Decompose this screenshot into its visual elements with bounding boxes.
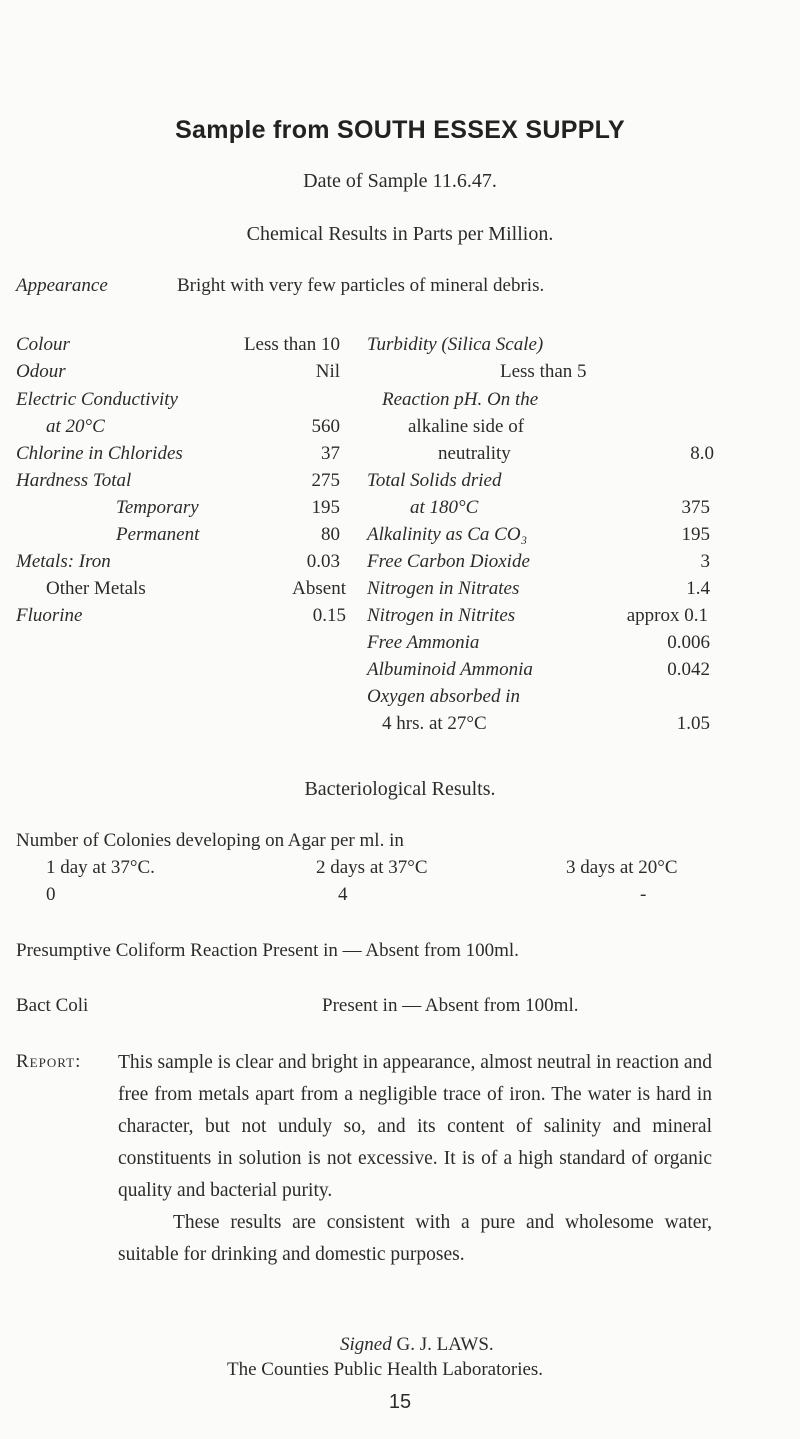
left-label-conductivity-temp: at 20°C — [46, 416, 105, 437]
right-value-nitrates: 1.4 — [686, 578, 710, 599]
right-label-oxygen: Oxygen absorbed in — [367, 686, 521, 707]
right-label-free-ammonia: Free Ammonia — [367, 632, 480, 653]
left-label-iron: Metals: Iron — [16, 551, 111, 572]
right-label-total-solids: Total Solids dried — [367, 470, 502, 491]
right-value-free-ammonia: 0.006 — [667, 632, 710, 653]
colonies-col1-value: 0 — [46, 884, 56, 905]
signed-name: G. J. LAWS. — [396, 1334, 494, 1355]
report-paragraph-2: These results are consistent with a pure and wholesome water, suitable for drinking and domestic purposes. — [118, 1212, 712, 1265]
appearance-label: Appearance — [16, 275, 108, 296]
right-value-ph: 8.0 — [690, 443, 714, 464]
signature-line — [340, 1334, 494, 1356]
left-label-chlorine: Chlorine in Chlorides — [16, 443, 183, 464]
left-value-fluorine: 0.15 — [312, 605, 346, 626]
sample-date: Date of Sample 11.6.47. — [303, 170, 497, 192]
colonies-col2-head: 2 days at 37°C — [316, 857, 428, 878]
left-value-conductivity: 560 — [311, 416, 340, 437]
right-value-albuminoid: 0.042 — [667, 659, 710, 680]
right-label-oxygen-time: 4 hrs. at 27°C — [382, 713, 487, 734]
right-value-nitrites: approx 0.1 — [626, 605, 708, 626]
left-value-chlorine: 37 — [321, 443, 340, 464]
colonies-col3-value: - — [640, 884, 647, 905]
chemical-heading: Chemical Results in Parts per Million. — [246, 223, 554, 245]
right-label-reaction: Reaction pH. On the — [382, 389, 539, 410]
left-label-fluorine: Fluorine — [16, 605, 83, 626]
colonies-col2-value: 4 — [338, 884, 348, 905]
right-label-alkalinity: Alkalinity as Ca CO₃ — [367, 524, 528, 545]
left-label-colour: Colour — [16, 334, 70, 355]
appearance-value: Bright with very few particles of mineral debris. — [177, 275, 545, 296]
page-number: 15 — [388, 1391, 412, 1413]
left-label-other-metals: Other Metals — [46, 578, 146, 599]
left-label-odour: Odour — [16, 361, 66, 382]
left-label-permanent: Permanent — [116, 524, 200, 545]
colonies-col3-head: 3 days at 20°C — [566, 857, 678, 878]
left-value-iron: 0.03 — [306, 551, 340, 572]
signed-prefix: Signed — [340, 1334, 392, 1355]
right-label-nitrates: Nitrogen in Nitrates — [367, 578, 520, 599]
colonies-label: Number of Colonies developing on Agar per ml. in — [16, 830, 404, 851]
right-value-oxygen: 1.05 — [676, 713, 710, 734]
right-label-turbidity: Turbidity (Silica Scale) — [367, 334, 544, 355]
left-value-colour: Less than 10 — [243, 334, 340, 355]
right-label-neutrality: neutrality — [438, 443, 511, 464]
left-value-odour: Nil — [315, 361, 340, 382]
report-label: Report: — [16, 1051, 82, 1072]
right-label-alkaline: alkaline side of — [408, 416, 525, 437]
left-label-temporary: Temporary — [116, 497, 199, 518]
report-body — [118, 1047, 712, 1271]
right-label-albuminoid: Albuminoid Ammonia — [367, 659, 533, 680]
left-label-conductivity: Electric Conductivity — [16, 389, 178, 410]
right-value-total-solids: 375 — [681, 497, 710, 518]
report-paragraph-1: This sample is clear and bright in appearance, almost neutral in reaction and free from metals apart from a negligible trace of iron. The water is hard in character, but not unduly so, and its content of salinity and mineral constituents in solution is not excessive. It is of a high standard of organic quality and bacterial purity. — [118, 1052, 712, 1201]
left-value-other-metals: Absent — [292, 578, 346, 599]
bact-coli-label: Bact Coli — [16, 995, 89, 1016]
presumptive-coliform: Presumptive Coliform Reaction Present in — Absent from 100ml. — [16, 940, 519, 961]
left-value-hardness: 275 — [311, 470, 340, 491]
right-value-turbidity: Less than 5 — [500, 361, 587, 382]
right-label-nitrites: Nitrogen in Nitrites — [367, 605, 516, 626]
left-value-temporary: 195 — [311, 497, 340, 518]
right-value-carbon-dioxide: 3 — [700, 551, 710, 572]
right-label-solids-temp: at 180°C — [410, 497, 479, 518]
bact-coli-value: Present in — Absent from 100ml. — [322, 995, 579, 1016]
left-label-hardness: Hardness Total — [16, 470, 132, 491]
bacteriological-heading: Bacteriological Results. — [304, 778, 496, 800]
right-value-alkalinity: 195 — [681, 524, 710, 545]
right-label-carbon-dioxide: Free Carbon Dioxide — [367, 551, 530, 572]
document-title: Sample from SOUTH ESSEX SUPPLY — [175, 116, 625, 144]
laboratory-name: The Counties Public Health Laboratories. — [227, 1359, 544, 1380]
left-value-permanent: 80 — [321, 524, 340, 545]
colonies-col1-head: 1 day at 37°C. — [46, 857, 155, 878]
